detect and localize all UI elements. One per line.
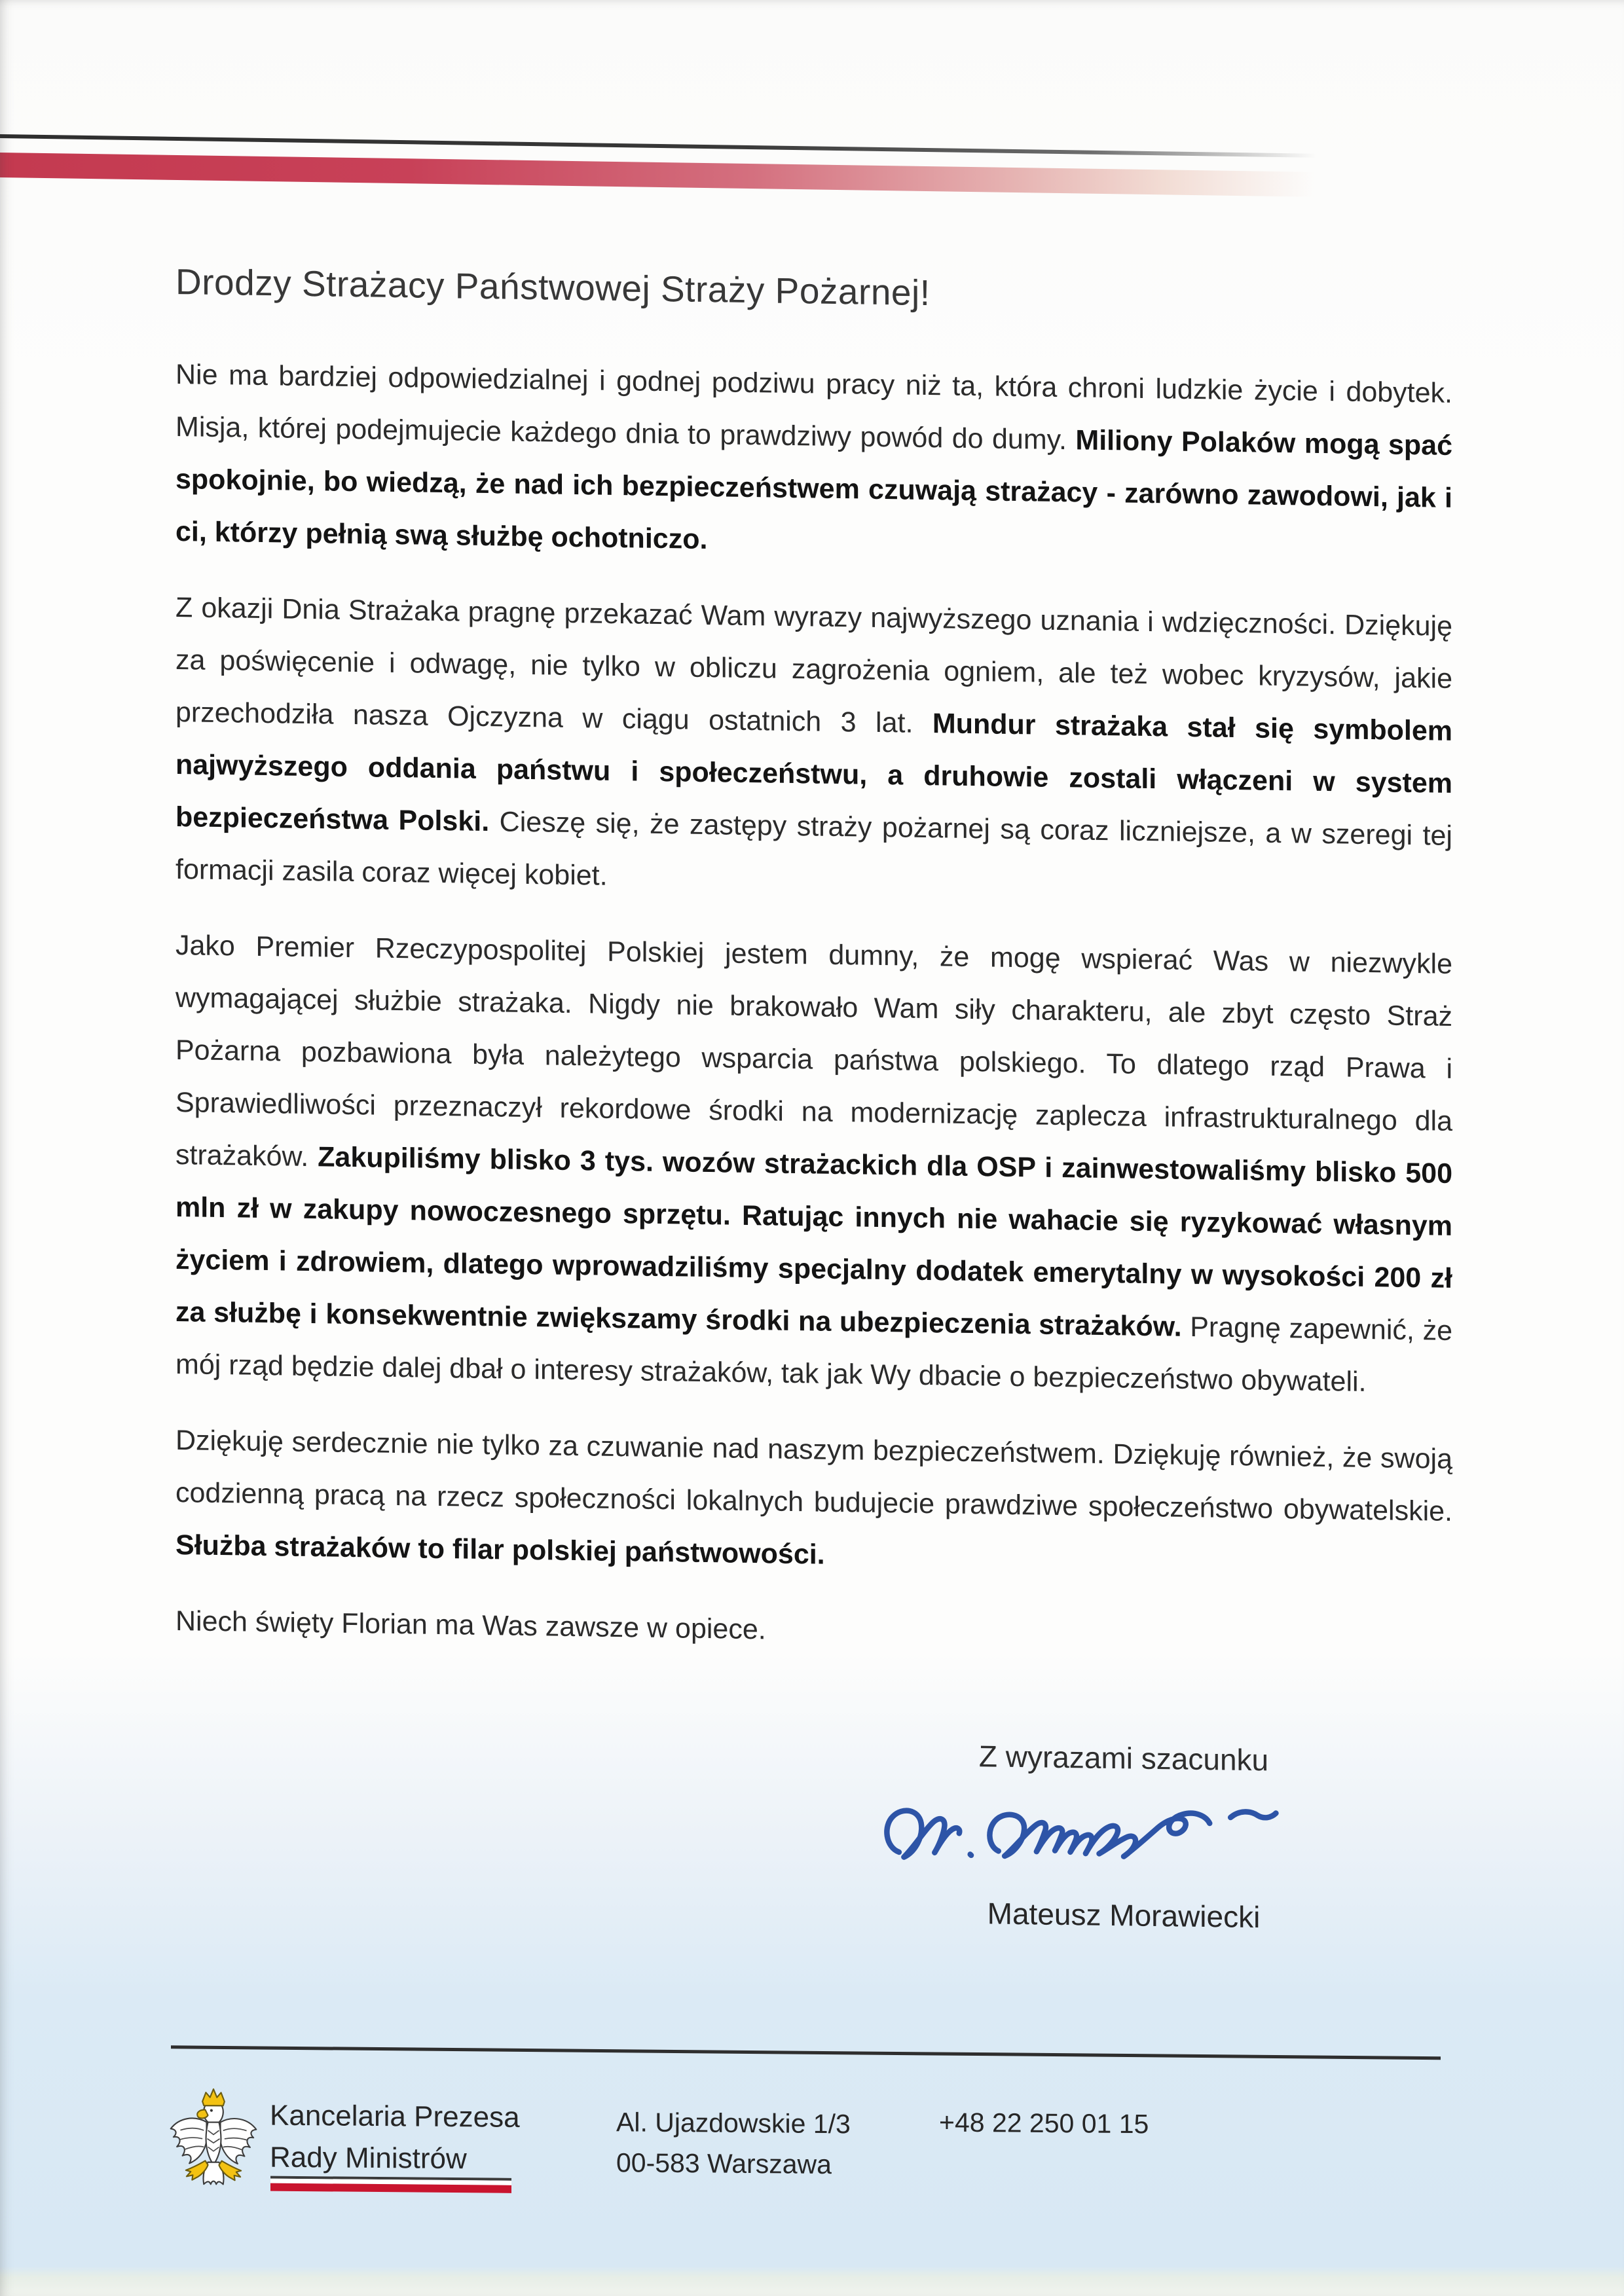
address-line2: 00-583 Warszawa: [616, 2147, 832, 2180]
letter-paragraph-2: Z okazji Dnia Strażaka pragnę przekazać Wam wyrazy najwyższego uznania i wdzięczności. Dziękuję za poświęcenie i odwagę, nie tylko w obliczu zagrożenia ogniem, ale też wobec kryzysów, jakie przechodziła nasza Ojczyzna w ciągu ostatnich 3 lat. Mundur strażaka stał się symbolem najwyższego oddania państwu i społeczeństwu, a druhowie zostali włączeni w system bezpieczeństwa Polski. Cieszę się, że zastępy straży pożarnej są coraz liczniejsze, a w szeregi tej formacji zasila coraz więcej kobiet.: [175, 592, 1453, 892]
signature-handwriting: [862, 1788, 1386, 1893]
banner-top-line: [0, 134, 1329, 158]
letter-paragraph-1: Nie ma bardziej odpowiedzialnej i godnej podziwu pracy niż ta, która chroni ludzkie życie i dobytek. Misja, której podejmujecie każdego dnia to prawdziwy powód do dumy. Miliony Polaków mogą spać spokojnie, bo wiedzą, że nad ich bezpieczeństwem czuwają strażacy - zarówno zawodowi, jak i ci, którzy pełnią swą służbę ochotniczo.: [175, 359, 1453, 556]
closing-block: [829, 1736, 1418, 1937]
signer-name: Mateusz Morawiecki: [987, 1896, 1261, 1935]
letter-body: [175, 261, 1452, 1666]
eagle-wing-right: [221, 2119, 257, 2164]
letter-paragraph-3: Jako Premier Rzeczypospolitej Polskiej jestem dumny, że mogę wspierać Was w niezwykle wymagającej służbie strażaka. Nigdy nie brakowało Wam siły charakteru, ale zbyt często Straż Pożarna pozbawiona była należytego wsparcia państwa polskiego. To dlatego rząd Prawa i Sprawiedliwości przeznaczył rekordowe środki na modernizację zaplecza infrastrukturalnego dla strażaków. Zakupiliśmy blisko 3 tys. wozów strażackich dla OSP i zainwestowaliśmy blisko 500 mln zł w zakupy nowoczesnego sprzętu. Ratując innych nie wahacie się ryzykować własnym życiem i zdrowiem, dlatego wprowadziliśmy specjalny dodatek emerytalny w wysokości 200 zł za służbę i konsekwentnie zwiększamy środki na ubezpieczenia strażaków. Pragnę zapewnić, że mój rząd będzie dalej dbał o interesy strażaków, tak jak Wy dbacie o bezpieczeństwo obywateli.: [175, 930, 1452, 1398]
address-block: [616, 2102, 851, 2185]
eagle-body: [206, 2122, 221, 2165]
org-name-line1: Kancelaria Prezesa: [270, 2099, 520, 2134]
signature-surname-stroke: [989, 1810, 1209, 1859]
flag-stripe-red-band: [270, 2183, 511, 2193]
org-name-line2: Rady Ministrów: [270, 2141, 467, 2176]
footer-separator-line: [171, 2045, 1441, 2060]
banner-red-stripe: [0, 153, 1369, 198]
phone-number: +48 22 250 01 15: [939, 2107, 1149, 2140]
eagle-beak: [197, 2109, 208, 2118]
signature-dot: [970, 1854, 971, 1855]
polish-eagle-emblem: [165, 2087, 262, 2191]
closing-salutation: Z wyrazami szacunku: [978, 1739, 1269, 1777]
letter-title: Drodzy Strażacy Państwowej Straży Pożarnej!: [175, 261, 931, 314]
letter-farewell: Niech święty Florian ma Was zawsze w opiece.: [175, 1605, 766, 1646]
eagle-eye: [210, 2109, 213, 2111]
footer: [0, 2030, 1624, 2296]
signature-tilde: [1230, 1812, 1276, 1818]
address-line1: Al. Ujazdowskie 1/3: [616, 2107, 851, 2140]
eagle-crown: [202, 2089, 225, 2106]
signature-initial-stroke: [887, 1810, 959, 1858]
flag-stripe: [270, 2176, 511, 2193]
org-name: [270, 2095, 520, 2181]
eagle-wing-left: [171, 2118, 207, 2163]
letterhead-banner: [0, 134, 1624, 202]
letter-paragraph-4: Dziękuję serdecznie nie tylko za czuwanie nad naszym bezpieczeństwem. Dziękuję również, że swoją codzienną pracą na rzecz społeczności lokalnych budujecie prawdziwe społeczeństwo obywatelskie. Służba strażaków to filar polskiej państwowości.: [175, 1425, 1452, 1571]
